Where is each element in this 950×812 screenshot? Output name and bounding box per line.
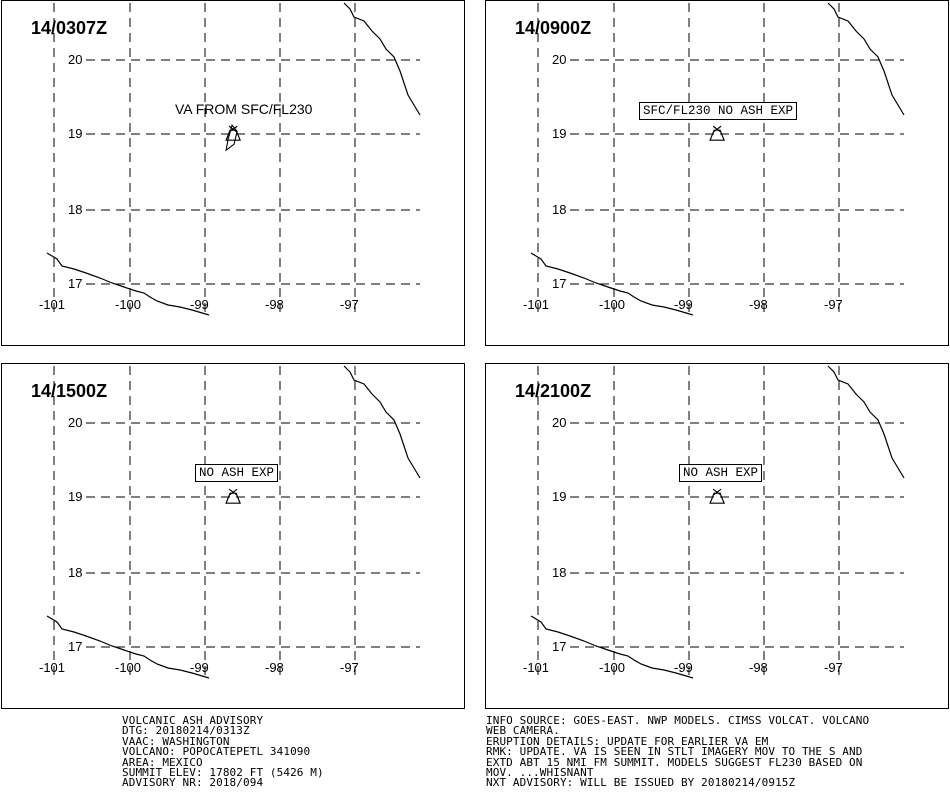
longitude-label: -99 xyxy=(674,297,693,312)
valid-time-label: 14/1500Z xyxy=(31,381,108,401)
longitude-label: -99 xyxy=(190,660,209,675)
latitude-label: 19 xyxy=(68,489,83,504)
longitude-label: -97 xyxy=(824,660,843,675)
advisory-line: DTG: 20180214/0313Z xyxy=(122,724,250,738)
advisory-details-block xyxy=(486,716,926,789)
ash-forecast-box: SFC/FL230 NO ASH EXP xyxy=(639,102,797,120)
latitude-label: 19 xyxy=(68,126,83,141)
advisory-line: RMK: UPDATE. VA IS SEEN IN STLT IMAGERY MOV TO THE S AND xyxy=(486,745,863,759)
latitude-label: 18 xyxy=(552,565,567,580)
longitude-label: -98 xyxy=(265,297,284,312)
longitude-label: -100 xyxy=(115,660,142,675)
latitude-label: 17 xyxy=(68,639,83,654)
latitude-label: 18 xyxy=(552,202,567,217)
valid-time-label: 14/0307Z xyxy=(31,18,108,38)
ash-forecast-box: NO ASH EXP xyxy=(195,464,278,482)
longitude-label: -101 xyxy=(523,660,550,675)
latitude-label: 18 xyxy=(68,565,83,580)
advisory-line: VOLCANO: POPOCATEPETL 341090 xyxy=(122,745,311,759)
latitude-label: 18 xyxy=(68,202,83,217)
volcano-icon xyxy=(226,489,240,503)
latitude-label: 20 xyxy=(552,52,567,67)
longitude-label: -99 xyxy=(190,297,209,312)
longitude-label: -98 xyxy=(265,660,284,675)
latitude-label: 19 xyxy=(552,489,567,504)
advisory-line: AREA: MEXICO xyxy=(122,755,203,769)
longitude-label: -101 xyxy=(39,297,66,312)
forecast-panel xyxy=(485,0,949,346)
longitude-label: -101 xyxy=(39,660,66,675)
advisory-line: WEB CAMERA. xyxy=(486,724,560,738)
longitude-label: -100 xyxy=(599,297,626,312)
latitude-label: 17 xyxy=(68,276,83,291)
advisory-line: INFO SOURCE: GOES-EAST. NWP MODELS. CIMSS VOLCAT. VOLCANO xyxy=(486,714,870,727)
longitude-label: -100 xyxy=(599,660,626,675)
latitude-label: 20 xyxy=(68,52,83,67)
longitude-label: -97 xyxy=(340,660,359,675)
advisory-line: EXTD ABT 15 NMI FM SUMMIT. MODELS SUGGEST FL230 BASED ON xyxy=(486,755,863,769)
ash-observation-label: VA FROM SFC/FL230 xyxy=(175,101,313,117)
longitude-label: -98 xyxy=(749,297,768,312)
advisory-line: VAAC: WASHINGTON xyxy=(122,734,230,748)
latitude-label: 19 xyxy=(552,126,567,141)
forecast-panel xyxy=(1,363,465,709)
ash-cloud-polygon xyxy=(226,125,237,150)
valid-time-label: 14/2100Z xyxy=(515,381,592,401)
ash-forecast-box: NO ASH EXP xyxy=(679,464,762,482)
advisory-line: VOLCANIC ASH ADVISORY xyxy=(122,714,264,727)
forecast-panel xyxy=(1,0,465,346)
longitude-label: -97 xyxy=(340,297,359,312)
advisory-line: NXT ADVISORY: WILL BE ISSUED BY 20180214/0915Z xyxy=(486,776,796,790)
advisory-line: MOV. ...WHISNANT xyxy=(486,766,594,780)
advisory-line: SUMMIT ELEV: 17802 FT (5426 M) xyxy=(122,766,324,780)
volcano-icon xyxy=(710,489,724,503)
longitude-label: -98 xyxy=(749,660,768,675)
advisory-line: ERUPTION DETAILS: UPDATE FOR EARLIER VA EM xyxy=(486,734,769,748)
forecast-panel xyxy=(485,363,949,709)
latitude-label: 17 xyxy=(552,639,567,654)
advisory-line: ADVISORY NR: 2018/094 xyxy=(122,776,264,790)
latitude-label: 20 xyxy=(552,415,567,430)
latitude-label: 17 xyxy=(552,276,567,291)
longitude-label: -97 xyxy=(824,297,843,312)
longitude-label: -99 xyxy=(674,660,693,675)
latitude-label: 20 xyxy=(68,415,83,430)
longitude-label: -101 xyxy=(523,297,550,312)
valid-time-label: 14/0900Z xyxy=(515,18,592,38)
advisory-header-block xyxy=(122,716,472,789)
longitude-label: -100 xyxy=(115,297,142,312)
volcano-icon xyxy=(710,126,724,140)
